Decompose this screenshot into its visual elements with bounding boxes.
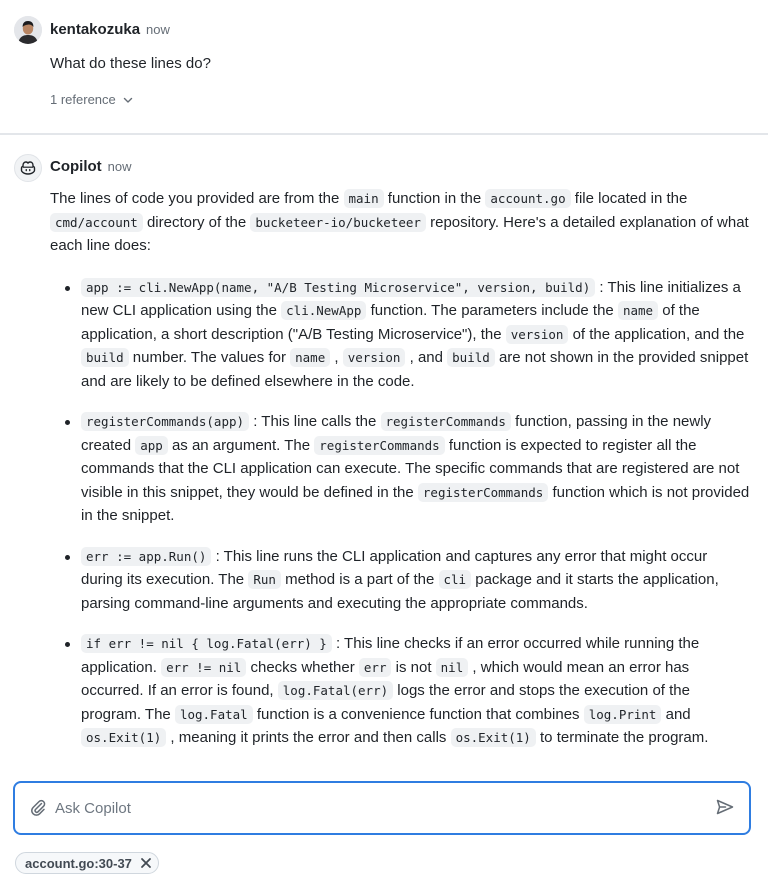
answer-text: : This line initializes a new CLI application using the	[81, 278, 741, 319]
copilot-name-label: Copilot	[50, 158, 102, 175]
inline-code: registerCommands	[314, 436, 444, 455]
answer-text: file located in the	[570, 190, 688, 207]
inline-code: version	[343, 348, 406, 367]
copilot-avatar	[14, 154, 42, 182]
inline-code: cli	[439, 570, 472, 589]
inline-code: registerCommands(app)	[81, 412, 249, 431]
user-name	[50, 21, 170, 38]
inline-code: Run	[248, 570, 281, 589]
reference-count-label: 1 reference	[50, 92, 116, 107]
inline-code: name	[290, 348, 330, 367]
message-divider	[0, 133, 768, 135]
copilot-answer	[50, 187, 750, 767]
user-message-text: What do these lines do?	[50, 55, 211, 72]
inline-code: nil	[436, 658, 469, 677]
inline-code: err	[359, 658, 392, 677]
inline-code: if err != nil { log.Fatal(err) }	[81, 634, 332, 653]
answer-text: are not shown in the provided snippet and are likely to be defined elsewhere in the code.	[81, 349, 749, 390]
send-icon[interactable]	[715, 798, 735, 821]
user-message	[0, 0, 768, 134]
inline-code: cli.NewApp	[281, 301, 366, 320]
inline-code: build	[447, 348, 495, 367]
answer-text: of the application, and the	[568, 325, 745, 343]
answer-text: repository. Here's a detailed explanation of what each line does:	[50, 213, 749, 254]
reference-toggle[interactable]	[50, 92, 134, 107]
inline-code: err != nil	[161, 658, 246, 677]
copilot-icon	[20, 160, 36, 176]
answer-text: : This line calls the	[249, 413, 381, 430]
answer-text: function. The parameters include the	[366, 302, 618, 319]
paperclip-icon[interactable]	[29, 798, 47, 821]
answer-text: to terminate the program.	[535, 729, 709, 746]
answer-text: The lines of code you provided are from the	[50, 190, 344, 207]
answer-text: , meaning it prints the error and then calls	[166, 729, 451, 746]
inline-code: name	[618, 301, 658, 320]
answer-text: , and	[405, 349, 448, 366]
reference-chip-label: account.go:30-37	[25, 855, 132, 871]
answer-text: as an argument. The	[167, 436, 315, 454]
answer-text: function is a convenience function that combines	[252, 705, 584, 723]
answer-text: ,	[330, 349, 343, 366]
answer-intro	[50, 187, 750, 258]
chevron-down-icon	[122, 94, 134, 106]
inline-code: app	[135, 436, 168, 455]
answer-text: package and it starts the application, parsing command-line arguments and executing the appropriate commands.	[81, 571, 719, 612]
user-avatar	[14, 16, 42, 44]
answer-text: is not	[391, 658, 436, 676]
inline-code: bucketeer-io/bucketeer	[250, 213, 426, 232]
copilot-name	[50, 158, 132, 175]
inline-code: build	[81, 348, 129, 367]
ask-copilot-composer[interactable]	[13, 781, 751, 835]
user-avatar-icon	[14, 16, 42, 44]
inline-code: cmd/account	[50, 213, 143, 232]
answer-text: checks whether	[246, 658, 359, 676]
answer-text: function, passing in the newly created	[81, 413, 712, 454]
explanation-item	[50, 276, 750, 394]
close-icon[interactable]	[140, 857, 152, 869]
answer-text: function which is not provided in the snippet.	[81, 483, 750, 524]
ask-copilot-input[interactable]	[55, 794, 695, 822]
inline-code: version	[506, 325, 569, 344]
copilot-timestamp: now	[107, 159, 132, 174]
inline-code: os.Exit(1)	[81, 728, 166, 747]
inline-code: app := cli.NewApp(name, "A/B Testing Microservice", version, build)	[81, 278, 595, 297]
user-timestamp: now	[146, 22, 170, 37]
answer-text: : This line checks if an error occurred while running the application.	[81, 635, 700, 676]
inline-code: registerCommands	[418, 483, 548, 502]
reference-chip[interactable]	[15, 852, 159, 874]
inline-code: main	[344, 189, 384, 208]
explanation-item	[50, 632, 750, 750]
answer-text: , which would mean an error has occurred. If an error is found,	[81, 658, 690, 699]
explanation-list	[50, 276, 750, 750]
answer-text: logs the error and stops the execution of the program. The	[81, 682, 690, 723]
inline-code: log.Fatal(err)	[278, 681, 393, 700]
inline-code: err := app.Run()	[81, 547, 211, 566]
explanation-item	[50, 410, 750, 528]
answer-text: method is a part of the	[280, 571, 439, 588]
explanation-item	[50, 545, 750, 616]
answer-text: function in the	[383, 190, 486, 207]
inline-code: os.Exit(1)	[451, 728, 536, 747]
answer-text: : This line runs the CLI application and captures any error that might occur during its execution. The	[81, 547, 708, 588]
answer-text: directory of the	[142, 213, 251, 231]
answer-text: number. The values for	[128, 349, 291, 366]
username-label: kentakozuka	[50, 21, 141, 38]
inline-code: log.Print	[584, 705, 662, 724]
answer-text: function is expected to register all the commands that the CLI application can execute. The specific commands that are registered are not visible in this snippet, they would be defined in the	[81, 436, 740, 501]
inline-code: account.go	[485, 189, 570, 208]
inline-code: registerCommands	[381, 412, 511, 431]
answer-text: of the application, a short description ("A/B Testing Microservice"), the	[81, 302, 700, 343]
answer-text: and	[661, 705, 691, 723]
inline-code: log.Fatal	[175, 705, 253, 724]
